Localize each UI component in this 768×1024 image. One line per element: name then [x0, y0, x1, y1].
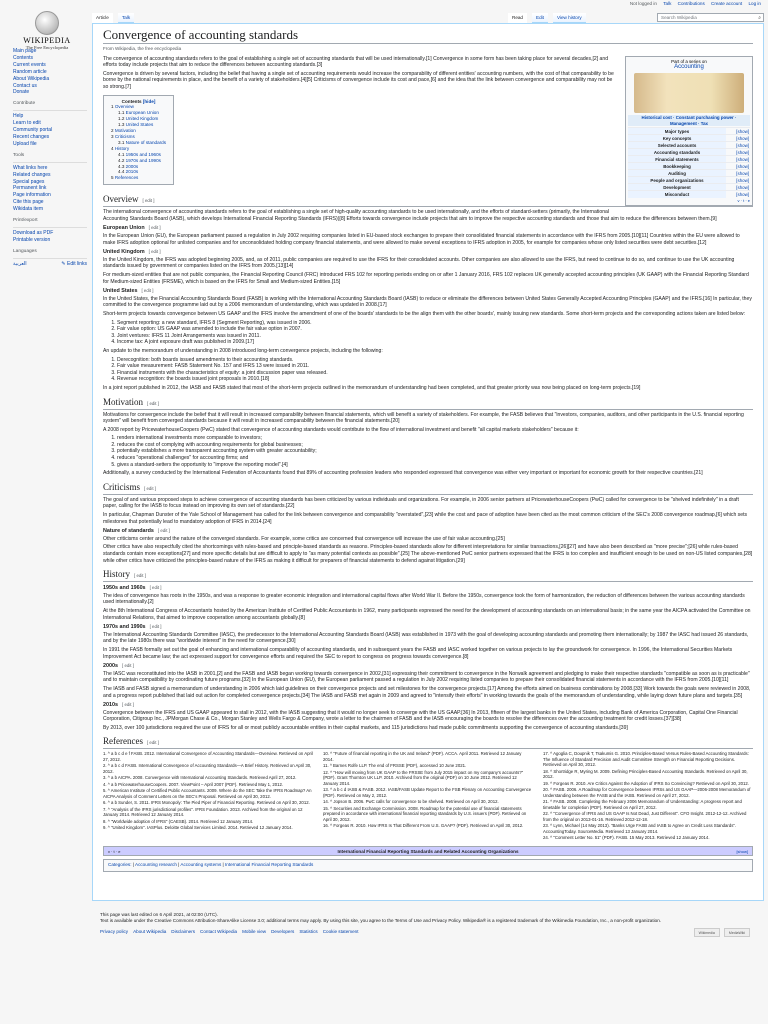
- tab-talk[interactable]: Talk: [118, 13, 134, 23]
- accounting-series-infobox: [625, 56, 753, 207]
- toc-link[interactable]: Motivation: [114, 128, 136, 134]
- infobox-row: [628, 149, 750, 156]
- category-link[interactable]: Accounting research: [135, 861, 177, 867]
- infobox-show-toggle[interactable]: [show]: [726, 135, 750, 142]
- toc-link[interactable]: Criticisms: [114, 134, 135, 139]
- us-paragraph-4: In a joint report published in 2012, the IASB and FASB stated that most of the short-term projects outlined in the memorandum of understanding had been completed, and that greater priority was now being placed on long-term projects.[19]: [103, 384, 641, 391]
- list-item: 2. reduces the cost of complying with accounting requirements for global businesses;: [117, 442, 753, 449]
- section-edit-link[interactable]: [ edit ]: [134, 573, 146, 579]
- category-link[interactable]: International Financial Reporting Standards: [225, 861, 314, 867]
- reference-item: 10. ^ "Future of financial reporting in the UK and Ireland" (PDF). ACCA. April 2011. Retrieved 12 January 2014.: [323, 751, 522, 762]
- infobox-row: [628, 142, 750, 149]
- wikimedia-badge[interactable]: Wikimedia: [694, 928, 720, 937]
- infobox-row-label: Bookkeeping: [628, 163, 726, 170]
- infobox-row-label: Development: [628, 184, 726, 191]
- list-item: 1. Segment reporting: a new standard, IFRS 8 (Segment Reporting), was issued in 2006.: [117, 320, 753, 327]
- infobox-row-label: Financial statements: [628, 156, 726, 163]
- toc-number: 1.3: [118, 122, 126, 128]
- reference-item: 3. ^ a b AICPA. 2008. Convergence with International Accounting Standards. Retrieved April 27, 2012.: [103, 775, 297, 781]
- toc-item[interactable]: [111, 175, 166, 181]
- page-title: Convergence of accounting standards: [103, 27, 753, 44]
- infobox-show-toggle[interactable]: [show]: [726, 142, 750, 149]
- reference-item: 11. ^ Barnes Rolfe LLP. The end of FRSSE (PDF), accessed 10 June 2021.: [323, 763, 467, 769]
- list-item: 4. Income tax: A joint exposure draft was published in 2009.[17]: [117, 339, 753, 346]
- toc-link[interactable]: References: [114, 175, 139, 181]
- sidebar-link[interactable]: Download as PDF: [13, 229, 54, 236]
- section-title: 1950s and 1960s: [103, 585, 146, 592]
- criticisms-paragraph-4: Other critics have also respectfully cited the shortcomings with rules-based and principle-based standards as reasons. Principles-based standards allow for different interpretations for similar transactions,[26][27] and have also been described as "more precise";[26] while rules-based standards contain more exceptions[27] and more specific details but are difficult to apply to "as many potential contexts as possible".[25] The above-mentioned PwC senior partners expressed that the IFRS is too complex and insufficient enough to be used on non-US listed companies,[28] while other critics have criticized the principles-based nature of the IFRS as making it difficult for preparers of financial statements to defend against litigation.[29]: [103, 544, 753, 564]
- page-subtitle: From Wikipedia, the free encyclopedia: [103, 46, 182, 51]
- reference-item: 2. ^ a b c d FASB. International Convergence of Accounting Standards—A Brief History. Retrieved on April 30, 2012.: [103, 763, 312, 774]
- sidebar-link[interactable]: Page information: [13, 192, 51, 199]
- section-title: United Kingdom: [103, 249, 145, 256]
- toc-link[interactable]: 2010s: [125, 169, 139, 175]
- sidebar-print: [13, 230, 87, 244]
- toc-hide-toggle[interactable]: [hide]: [142, 98, 156, 104]
- sidebar-link[interactable]: Permanent link: [13, 185, 47, 192]
- section-edit-link[interactable]: [ edit ]: [122, 702, 134, 708]
- list-item: 2. Fair value option: US GAAP was amended to include the fair value option in 2007.: [117, 326, 753, 333]
- section-title: 2010s: [103, 702, 118, 709]
- sidebar-link[interactable]: Printable version: [13, 236, 51, 243]
- list-item: 5. gives a standard-setters the opportunity to "improve the reporting model".[4]: [117, 462, 753, 469]
- section-title: References: [103, 736, 143, 747]
- infobox-row: [628, 128, 750, 135]
- footer-link[interactable]: Disclaimers: [171, 929, 196, 935]
- toc-number: 4.4: [118, 169, 126, 175]
- infobox-part-of: Part of a series on: [671, 58, 707, 64]
- section-edit-link[interactable]: [ edit ]: [144, 485, 156, 491]
- section-edit-link[interactable]: [ edit ]: [148, 249, 161, 255]
- overview-paragraph: The international convergence of accounting standards refers to the goal of establishing a single set of high-quality accounting standards to be used internationally, and the efforts of standard-setters (primarily, the International Accounting Standards Board (IASB), which develops International Financial Reporting Standards (IFRS))[8] Efforts towards convergence include projects that aim to improve the respective accounting standards and those that aim to reduce the differences between them.[9]: [103, 209, 717, 222]
- sidebar-link[interactable]: Contact us: [13, 82, 37, 89]
- reference-item: 8. ^ "Worldwide adoption of IFRS" (CAESB). 2014. Retrieved 12 January 2014.: [103, 818, 254, 824]
- section-title: Criticisms: [103, 481, 141, 492]
- tab-edit[interactable]: Edit: [532, 13, 548, 23]
- reference-item: 14. ^ Jopson B. 2006. PwC calls for convergence to be shelved. Retrieved on April 30, 2012.: [323, 799, 499, 805]
- section-edit-link[interactable]: [ edit ]: [122, 663, 134, 669]
- history-paragraph-7: Convergence between the IFRS and US GAAP appeared to stall in 2012, with the IASB suggesting that it would no longer seek to converge with the US GAAP.[36] In 2013, fifteen of the largest banks in the United States, including Bank of America Corporation, Capital One Financial Corporation, Citigroup Inc., JPMorgan Chase & Co., Morgan Stanley and Wells Fargo & Company, wrote a letter to the chairmen of FASB and the IASB encouraging the boards to resolve the differences over the accounting treatment for credit losses.[37][38]: [103, 709, 738, 723]
- toc-link[interactable]: History: [114, 145, 130, 151]
- infobox-show-toggle[interactable]: [show]: [726, 156, 750, 163]
- toc-number: 1.2: [118, 116, 126, 122]
- license-text: Text is available under the Creative Commons Attribution-ShareAlike License 3.0; additional terms may apply. By using this site, you agree to the Terms of Use and Privacy Policy. Wikipedia® is a registered trademark of the Wikimedia Foundation, Inc., a non-profit organization.: [100, 918, 662, 924]
- section-title: 1970s and 1990s: [103, 624, 146, 631]
- motivation-paragraph-3: Additionally, a survey conducted by the International Federation of Accountants found that 89% of accounting profession leaders who responded expressed that convergence was either very important or important for economic growth for their respective countries.[21]: [103, 470, 703, 477]
- toc-number: 4.3: [118, 163, 126, 169]
- navbox: [103, 846, 753, 856]
- sidebar-link[interactable]: Upload file: [13, 140, 37, 147]
- sidebar-tools: [13, 165, 87, 213]
- section-heading-2010s: [103, 702, 753, 709]
- history-paragraph-1: The idea of convergence has roots in the 1950s, and was a response to greater economic integration and international capital flows after World War II. Before the 1950s, convergence took the form of harmonization, the reduction of differences between the various accounting standards used internationally.[2]: [103, 592, 745, 606]
- toc-number: 4.2: [118, 157, 126, 163]
- us-short-term-list: [117, 320, 753, 346]
- us-paragraph-1: In the United States, the Financial Accounting Standards Board (FASB) is working with the International Accounting Standards Board (IASB) to reduce or eliminate the differences between United States Generally Accepted Accounting Principles (GAAP) and the IFRS.[16] In particular, they committed to the convergence programme laid out by a 2006 memorandum of understanding, which was updated in 2008.[17]: [103, 295, 752, 309]
- section-edit-link[interactable]: [ edit ]: [147, 400, 159, 406]
- toc-link[interactable]: European Union: [125, 110, 159, 116]
- section-edit-link[interactable]: [ edit ]: [157, 528, 170, 534]
- list-item: 1. renders international investments more comparable to investors;: [117, 435, 753, 442]
- section-title: United States: [103, 288, 138, 295]
- sidebar-heading-tools: Tools: [13, 152, 25, 158]
- infobox-row: [628, 191, 750, 198]
- toc-number: 1.1: [118, 110, 126, 116]
- login-link[interactable]: Log in: [748, 1, 761, 6]
- divider: [13, 110, 87, 111]
- criticisms-paragraph-3: Other criticisms center around the nature of the converged standards. For example, some critics are concerned that convergence will increase the use of fair value accounting.[25]: [103, 535, 505, 542]
- toc-number: 3: [111, 134, 115, 139]
- criticisms-paragraph-2: In particular, Chapman Dunster of the Yale School of Management has called for the link between convergence and comparability "overstated",[23] while the cost and pace of adoption have been cited as the most common criticism of the SEC's 2008 convergence roadmap,[6] which sets milestones that potentially lead to mandatory adoption of IFRS in 2014.[24]: [103, 512, 748, 525]
- infobox-row-label: Accounting standards: [628, 149, 726, 156]
- separator: |: [132, 861, 135, 867]
- navbox-vte[interactable]: v · t · e: [108, 848, 121, 854]
- page-tabs: [92, 13, 764, 23]
- reference-item: 15. ^ Securities and Exchange Commission. 2008. Roadmap for the potential use of financial statements prepared in accordance with international financial reporting standards by U.S. issuers (PDF). Retrieved on April 30, 2012.: [323, 805, 527, 822]
- footer: [100, 912, 760, 936]
- table-of-contents: [103, 95, 174, 186]
- not-logged-in-label: Not logged in: [629, 1, 657, 6]
- tab-article[interactable]: Article: [92, 13, 113, 23]
- section-edit-link[interactable]: [ edit ]: [149, 585, 162, 591]
- toc-link[interactable]: 1970s and 1990s: [125, 157, 161, 163]
- search-input[interactable]: [657, 13, 764, 22]
- section-heading-nature: [103, 528, 753, 535]
- sidebar-link[interactable]: Cite this page: [13, 199, 44, 206]
- search-placeholder: Search Wikipedia: [661, 15, 697, 20]
- tab-view-history[interactable]: View history: [553, 13, 586, 23]
- infobox-show-toggle[interactable]: [show]: [726, 149, 750, 156]
- criticisms-paragraph-1: The goal of and various proposed steps to achieve convergence of accounting standards has been criticized by various individuals and organizations. For example, in 2006 senior partners at PricewaterhouseCoopers (PwC) called for convergence to be "shelved indefinitely" in a draft paper, calling for the IASB to focus instead on improving its own set of standards.[22]: [103, 496, 739, 510]
- infobox-row-label: Key concepts: [628, 135, 726, 142]
- language-row: [13, 261, 87, 268]
- footer-link[interactable]: Privacy policy: [100, 929, 129, 935]
- sidebar-heading-languages: Languages: [13, 248, 37, 254]
- infobox-row: [628, 170, 750, 177]
- uk-paragraph-1: In the United Kingdom, the IFRS was adopted beginning 2005, and, as of 2011, public companies are required to use the IFRS for their consolidated accounts. Other companies are also allowed to use the IFRS, but need to continue to do so, and continue to use the UK accounting standards issued by government or companies listed on the IFRS from 2005.[13][14]: [103, 256, 735, 270]
- us-paragraph-2: Short-term projects towards convergence between US GAAP and the IFRS involve the amendment of one of the boards' standards to be the align them with the other boards', mainly issuing new standards. Some short-term projects and the corresponding actions taken are listed below:: [103, 310, 746, 317]
- edit-links-label: Edit links: [66, 260, 87, 267]
- tab-read[interactable]: Read: [508, 13, 527, 23]
- eu-paragraph: In the European Union (EU), the European parliament passed a regulation in July 2002 requiring companies listed in EU-based stock exchanges to prepare their consolidated financial statements in accordance with the IFRS from 2005.[10][11] Countries within the EU were allowed to make IFRS adoption optional for unlisted companies and for unconsolidated holding company financial statements, and were allowed to make several exceptions to IFRS adoption in 2005, for example for companies whose only listed securities were debt securities.[12]: [103, 233, 740, 246]
- divider: [13, 258, 87, 259]
- section-heading-motivation: [103, 397, 753, 410]
- section-heading-references: [103, 736, 753, 749]
- toc-number: 5: [111, 175, 115, 181]
- section-title: Nature of standards: [103, 528, 154, 535]
- infobox-row-label: Misconduct: [628, 191, 726, 198]
- section-edit-link[interactable]: [ edit ]: [146, 740, 159, 746]
- talk-link[interactable]: Talk: [663, 1, 672, 6]
- section-heading-criticisms: [103, 482, 753, 495]
- infobox-row-label: People and organizations: [628, 177, 726, 184]
- toc-number: 3.1: [118, 139, 126, 145]
- toc-link[interactable]: Nature of standards: [125, 139, 167, 145]
- sidebar-link[interactable]: Wikidata item: [13, 206, 44, 213]
- infobox-row: [628, 177, 750, 184]
- list-item: 2. Fair value measurement: FASB Statement No. 157 and IFRS 13 were issued in 2011.: [117, 363, 753, 370]
- infobox-row: [628, 156, 750, 163]
- reference-item: 17. ^ Agoglia C, Doupnik T, Tsakumis G. 2010. Principles-Based Versus Rules-Based Accounting Standards: The Influence of Standard Precision and Audit Committee Strength on Financial Reporting Decisions. Retrieved on April 30, 2012.: [543, 751, 749, 768]
- footer-link[interactable]: About Wikipedia: [133, 929, 167, 935]
- reference-item: 22. ^ "Convergence of IFRS and US GAAP Is Not Dead, Just Different". CFO Insight. 2012-12-12. Archived from the original on 2013-01-16. Retrieved 2012-12-18.: [543, 811, 747, 822]
- footer-link[interactable]: Contact Wikipedia: [200, 929, 238, 935]
- sidebar-heading-contribute: Contribute: [13, 101, 36, 107]
- divider: [13, 227, 87, 228]
- list-item: 3. potentially establishes a more transparent accounting system with greater accountability;: [117, 448, 753, 455]
- personal-tools: [625, 1, 761, 6]
- sidebar-link[interactable]: Special pages: [13, 178, 45, 185]
- infobox-show-toggle[interactable]: [show]: [726, 170, 750, 177]
- infobox-row-label: Selected accounts: [628, 142, 726, 149]
- mediawiki-badge[interactable]: MediaWiki: [724, 928, 750, 937]
- footer-link[interactable]: Mobile view: [242, 929, 267, 935]
- divider: [13, 162, 87, 163]
- sidebar-link[interactable]: Learn to edit: [13, 120, 41, 127]
- sidebar-link[interactable]: Help: [13, 113, 24, 120]
- list-item: 1. Derecognition: both boards issued amendments to their accounting standards.: [117, 357, 753, 364]
- site-logo[interactable]: [12, 11, 82, 50]
- categories-label[interactable]: Categories:: [108, 861, 132, 867]
- history-paragraph-5: The IASC was reconstituted into the IASB in 2001,[2] and the FASB and IASB began working towards convergence in 2002,[31] expressing their commitment to convergence in the Norwalk agreement and pledging to make their respective standards "compatible as soon as is practicable" and to maintain compatibility by coordinating future programs.[32] In the European Union (EU), the European parliament passed a regulation in July 2002 requiring listed companies to prepare their consolidated financial statements in accordance with the IFRS from 2005.[10][11]: [103, 670, 750, 684]
- footer-link[interactable]: Statistics: [299, 929, 318, 935]
- motivation-paragraph-2: A 2008 report by PricewaterhouseCoopers (PwC) stated that convergence of accounting standards would contribute to the flow of international investment and benefit "all capital markets stakeholders" because it:: [103, 426, 579, 433]
- section-edit-link[interactable]: [ edit ]: [142, 198, 155, 204]
- infobox-table: [628, 127, 750, 198]
- infobox-row: [628, 184, 750, 191]
- sidebar: [13, 48, 87, 268]
- sidebar-link[interactable]: About Wikipedia: [13, 75, 50, 82]
- reference-item: 1. ^ a b c d e f FASB. 2012. International Convergence of Accounting Standards—Overview. Retrieved on April 27, 2012.: [103, 751, 313, 762]
- history-paragraph-6: The IASB and FASB signed a memorandum of understanding in 2006 which laid guidelines on their convergence projects and set milestones for the convergence projects.[17] Among the efforts aimed on business combinations by 2008.[33] Work towards the goals were reviewed in 2008, and a progress report published that laid out action for completed convergence projects.[34] The IASB and FASB met again in 2009 and agreed to "intensify their efforts" in working towards the goals of the memorandum of understanding, while laying down future plans and targets.[35]: [103, 685, 751, 699]
- navbox-title[interactable]: International Financial Reporting Standards and Related Accounting Organizations: [337, 848, 519, 854]
- section-heading-1970s: [103, 624, 753, 631]
- pencil-icon: ✎: [61, 260, 66, 267]
- toc-link[interactable]: Overview: [114, 104, 134, 110]
- section-heading-us: [103, 288, 753, 295]
- vte-links[interactable]: v · t · e: [737, 197, 750, 203]
- sidebar-link[interactable]: Community portal: [13, 127, 53, 134]
- infobox-row: [628, 163, 750, 170]
- logo-wordmark: WIKIPEDIA: [23, 36, 71, 45]
- infobox-row: [628, 135, 750, 142]
- us-long-term-list: [117, 357, 753, 383]
- section-title: Motivation: [103, 396, 143, 407]
- toc-link[interactable]: 2000s: [125, 163, 139, 169]
- reference-item: 21. ^ FASB. 2008. Completing the February 2006 Memorandum of Understanding: A progress report and timetable for completion (PDF). Retrieved on April 27, 2012.: [543, 799, 742, 810]
- history-paragraph-8: By 2013, over 100 jurisdictions required the use of IFRS for all or most publicly accountable entities in their capital markets, and 115 jurisdictions had made public commitments supporting the convergence of accounting standards.[39]: [103, 724, 628, 731]
- edit-links-button[interactable]: [61, 261, 87, 268]
- section-heading-history: [103, 569, 753, 582]
- toc-number: 1: [111, 104, 115, 110]
- infobox-row-label: Auditing: [628, 170, 726, 177]
- list-item: 4. reduces "operational challenges" for accounting firms; and: [117, 455, 753, 462]
- footer-badges: [691, 928, 750, 937]
- sidebar-link[interactable]: Current events: [13, 61, 46, 68]
- uk-paragraph-2: For medium-sized entities that are not public companies, the Financial Reporting Council (FRC) introduced FRS 102 for reporting periods ending on or after 1 January 2016, FRS 102 replaces UK generally accepted accounting principles (UK GAAP) with the Financial Reporting Standard for Medium-sized Entities (FRSME), which is based on the IFRS for Small and Medium-sized Entities.[15]: [103, 272, 749, 285]
- create-account-link[interactable]: Create account: [711, 1, 743, 6]
- toc-number: 4.1: [118, 151, 126, 157]
- history-paragraph-4: In 1991 the FASB formally set out the goal of enhancing and international comparability of accounting standards, and in subsequent years the FASB and IASC worked together on various projects to lay the groundwork for convergence. In 1996, the International Securities Markets Improvement Act became law; the act expressed support for convergence efforts and required the SEC to report to congress on progress towards convergence.[8]: [103, 646, 733, 660]
- reference-item: 6. ^ a b Sunder, S. 2011. IFRS Monopoly: The Pied Piper of Financial Reporting. Retrieved on April 30, 2012.: [103, 800, 310, 806]
- sidebar-link[interactable]: Recent changes: [13, 133, 50, 140]
- infobox-show-toggle[interactable]: [show]: [726, 184, 750, 191]
- reference-item: 12. ^ "How will moving from UK GAAP to the FRSSE from July 2015 impact on my company's accounts?" (PDF). Grant Thornton UK LLP. 2010. Archived from the original (PDF) on 10 June 2012. Retrieved 12 January 2014.: [323, 769, 524, 786]
- lead-paragraph-2: Convergence is driven by several factors, including the belief that having a single set of accounting requirements would increase the comparability of different entities' accounting numbers, with the cost of that comparability to be borne by the national requirements in place, and the benefit of a variety of stakeholders.[4][5] Criticisms of convergence include its cost and pace,[6] and the idea that the link between convergence and comparability may not be so strong.[7]: [103, 70, 614, 90]
- section-heading-2000s: [103, 663, 753, 670]
- article-content: [92, 23, 764, 901]
- sidebar-link[interactable]: What links here: [13, 164, 48, 171]
- reference-item: 7. ^ "Analysis of the IFRS jurisdictional profiles". IFRS Foundation. 2013. Archived from the original on 12 January 2014. Retrieved 12 January 2014.: [103, 806, 303, 818]
- toc-link[interactable]: United Kingdom: [125, 116, 159, 122]
- language-link-arabic[interactable]: العربية: [13, 260, 27, 267]
- logo-tagline: The Free Encyclopedia: [25, 45, 69, 50]
- toc-items: [111, 104, 166, 181]
- last-edited: This page was last edited on 6 April 2021, at 02:00 (UTC).: [100, 912, 218, 917]
- section-heading-1950s: [103, 585, 753, 592]
- reference-item: 18. ^ Shortridge R, Myring M. 2009. Defining Principles-Based Accounting Standards. Retrieved on April 30, 2012.: [543, 768, 748, 780]
- infobox-series-title[interactable]: Accounting: [674, 64, 704, 71]
- list-item: 3. Financial instruments with the characteristics of equity: a joint discussion paper was released.: [117, 370, 753, 377]
- reference-item: 9. ^ "United Kingdom". IASPlus. Deloitte Global Services Limited. 2014. Retrieved 12 January 2014.: [103, 825, 293, 831]
- section-title: Overview: [103, 194, 139, 205]
- separator: |: [221, 861, 225, 867]
- toc-link[interactable]: 1950s and 1960s: [125, 151, 161, 157]
- contributions-link[interactable]: Contributions: [677, 1, 705, 6]
- section-heading-uk: [103, 249, 753, 256]
- section-edit-link[interactable]: [ edit ]: [148, 225, 161, 231]
- separator: |: [176, 861, 181, 867]
- sidebar-link[interactable]: Random article: [13, 68, 47, 75]
- reference-item: 4. ^ a b PricewaterhouseCoopers. 2007. ViewPoint – April 2007 (PDF). Retrieved May 1, 2012.: [103, 781, 284, 787]
- footer-links: [100, 929, 760, 935]
- categories-bar: [103, 859, 753, 872]
- section-edit-link[interactable]: [ edit ]: [149, 624, 162, 630]
- reference-item: 13. ^ a b c d IASB & FASB. 2012. IASB/FASB Update Report to the FSB Plenary on Accounting Convergence (PDF). Retrieved on May 2, 2012.: [323, 787, 532, 798]
- infobox-show-toggle[interactable]: [show]: [726, 177, 750, 184]
- section-title: European Union: [103, 225, 145, 232]
- reference-item: 16. ^ Forgeas R. 2010. How IFRS Is That Different From U.S. GAAP? (PDF). Retrieved on April 30, 2012.: [323, 823, 524, 829]
- navbox-show-toggle[interactable]: [show]: [736, 848, 748, 854]
- search-icon[interactable]: ⌕: [758, 15, 761, 21]
- toc-number: 4: [111, 145, 115, 151]
- section-title: 2000s: [103, 663, 118, 670]
- history-paragraph-3: The International Accounting Standards Committee (IASC), the predecessor to the International Accounting Standards Board (IASB) was established in 1973 with the goal of developing accounting standards and promoting them internationally; by 1987 the IASC had issued 26 standards, and by the late 1980s there was "worldwide interest" in the need for convergence.[30]: [103, 631, 749, 645]
- references-list: [103, 751, 753, 841]
- section-edit-link[interactable]: [ edit ]: [141, 288, 154, 294]
- sidebar-heading-print: Print/export: [13, 218, 38, 224]
- list-item: 3. Joint ventures: IFRS 11 Joint Arrangements was issued in 2011.: [117, 333, 753, 340]
- toc-number: 2: [111, 128, 115, 134]
- motivation-list: [117, 435, 753, 468]
- lead-paragraph-1: The convergence of accounting standards refers to the goal of establishing a single set of accounting standards that will be used internationally.[1] Convergence in some form has been taking place for several decades,[2] and efforts today include projects that aim to reduce the differences between accounting standards.[3]: [103, 55, 609, 69]
- sidebar-contribute: [13, 113, 87, 148]
- toc-link[interactable]: United States: [125, 122, 154, 128]
- section-heading-eu: [103, 225, 753, 232]
- sidebar-link[interactable]: Related changes: [13, 171, 51, 178]
- sidebar-link[interactable]: Main page: [13, 48, 37, 54]
- us-paragraph-3: An update to the memorandum of understanding in 2008 introduced long-term convergence projects, including the following:: [103, 347, 383, 354]
- history-paragraph-2: At the 8th International Congress of Accountants hosted by the American Institute of Certified Public Accountants in 1962, many participants expressed the need for the development of accounting standards on an international basis; in the same year the AICPA activated the Committee on International Relations, that aimed to improve cooperation among accountants globally.[8]: [103, 607, 751, 621]
- footer-link[interactable]: Developers: [271, 929, 295, 935]
- category-links: [133, 862, 314, 867]
- reference-item: 19. ^ Forgeas R. 2010. Are Critics Against the Adoption of IFRS So Convincing? Retrieved on April 30, 2012.: [543, 780, 749, 786]
- list-item: 4. Revenue recognition: the boards issued joint proposals in 2010.[18]: [117, 376, 753, 383]
- footer-link[interactable]: Cookie statement: [322, 929, 359, 935]
- wikipedia-globe-icon: [35, 11, 59, 35]
- toc-title: Contents: [121, 98, 142, 104]
- infobox-show-toggle[interactable]: [show]: [726, 128, 750, 135]
- infobox-row-label: Major types: [628, 128, 726, 135]
- infobox-show-toggle[interactable]: [show]: [726, 163, 750, 170]
- reference-item: 20. ^ FASB. 2006. A Roadmap for Convergence between IFRSs and US GAAP—2006-2008 Memorandum of Understanding between the FASB and the IASB. Retrieved on April 27, 2012.: [543, 787, 751, 798]
- sidebar-link[interactable]: Donate: [13, 89, 30, 96]
- sidebar-navigation: [13, 48, 87, 96]
- section-title: History: [103, 569, 130, 580]
- infobox-links[interactable]: Historical cost · Constant purchasing power · Management · Tax: [628, 115, 750, 126]
- sidebar-link[interactable]: Contents: [13, 54, 34, 61]
- reference-item: 23. ^ Lynn, Michael (14 May 2013). "Banks Urge FASB and IASB to Agree on Credit Loss Standards". AccountingToday. SourceMedia. Retrieved 13 January 2014.: [543, 823, 737, 834]
- reference-item: 5. ^ American Institute of Certified Public Accountants. 2009. Where do the SEC Take the IFRS Roadmap? An AICPA Analysis of Comment Letters on the SEC's Proposal. Retrieved on April 30, 2012.: [103, 788, 312, 799]
- reference-item: 24. ^ "Comment Letter No. 51" (PDF). FASB. 15 May 2013. Retrieved 12 January 2014.: [543, 835, 710, 841]
- category-link[interactable]: Accounting systems: [180, 861, 222, 867]
- infobox-show-toggle[interactable]: [show]: [726, 191, 750, 198]
- ledger-book-image[interactable]: [634, 73, 744, 113]
- motivation-paragraph-1: Motivations for convergence include the belief that it will result in increased comparability between financial statements, which will benefit a variety of stakeholders. For example, the FASB believes that "investors, companies, auditors, and other participants in the U.S. financial reporting system" will benefit from converged standards because it will result in increased comparability between the financial statements.[20]: [103, 411, 744, 425]
